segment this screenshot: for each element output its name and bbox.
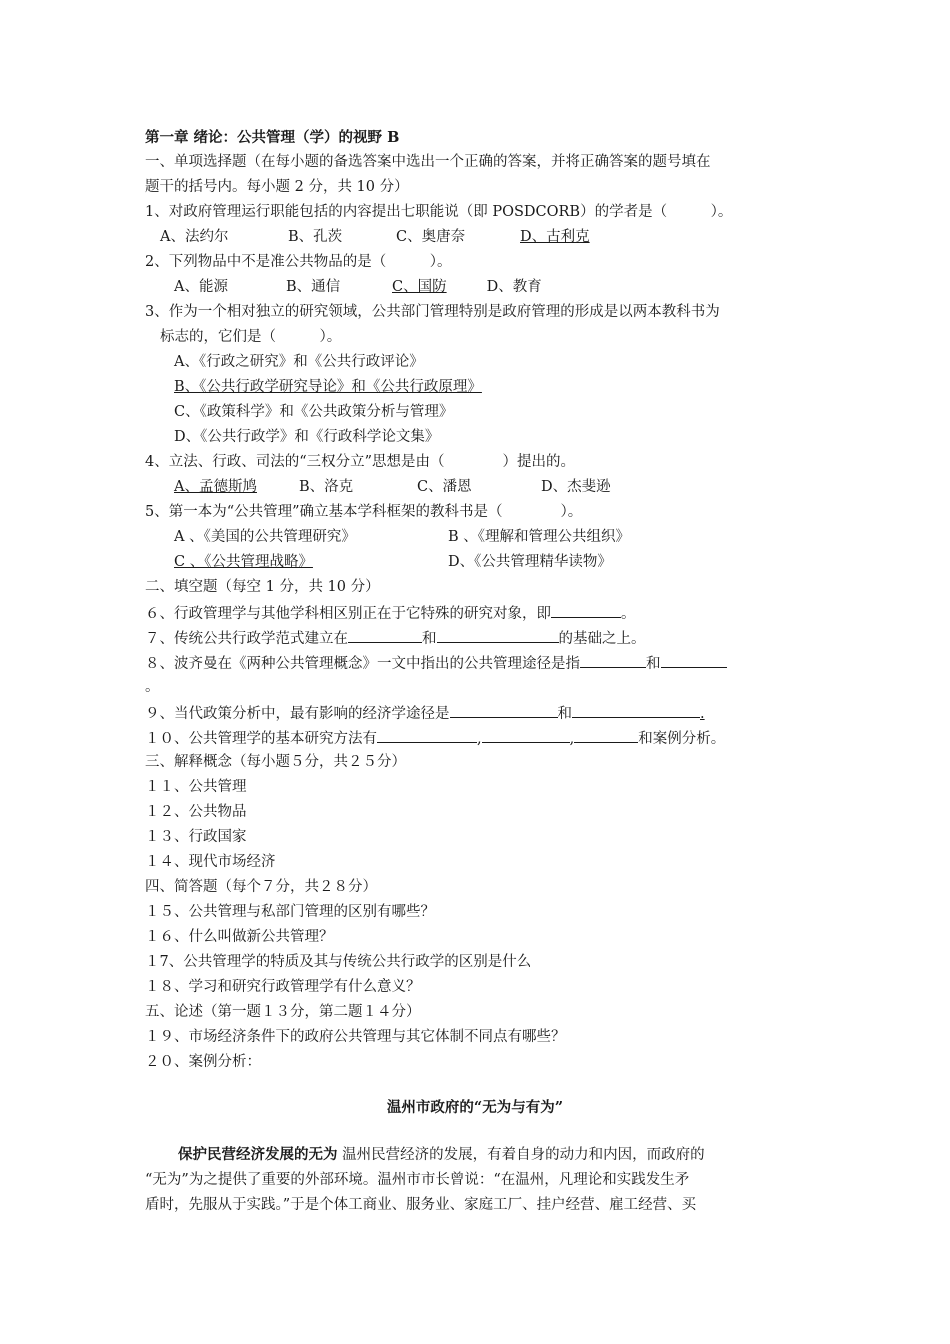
question-3-option-a: A、《行政之研究》和《公共行政评论》	[174, 354, 424, 370]
option-c: C、奥唐奈	[396, 229, 466, 245]
fill-blank	[572, 702, 700, 718]
fill-blank	[580, 652, 646, 668]
option-c-answer: C、国防	[392, 279, 447, 295]
case-lead: 保护民营经济发展的无为	[178, 1146, 338, 1163]
separator: ,	[569, 731, 575, 747]
question-9	[145, 702, 705, 724]
short-answer-item: １８、学习和研究行政管理学有什么意义？	[145, 979, 421, 995]
case-paragraph-line1	[178, 1145, 705, 1165]
fill-blank	[348, 627, 422, 643]
section-1-heading: 一、单项选择题（在每小题的备选答案中选出一个正确的答案，并将正确答案的题号填在	[145, 154, 711, 170]
question-5-options-row1	[174, 527, 630, 547]
essay-item: ２０、案例分析：	[145, 1054, 261, 1070]
question-1: 1、对政府管理运行职能包括的内容提出七职能说（即 POSDCORB）的学者是（ ）。	[145, 204, 733, 220]
section-3-heading: 三、解释概念（每小题５分，共２５分）	[145, 754, 406, 770]
case-text: 温州民营经济的发展，有着自身的动力和内因，而政府的	[342, 1147, 705, 1163]
short-answer-item: １7、公共管理学的特质及其与传统公共行政学的区别是什么	[145, 954, 532, 970]
question-6-text: ６、行政管理学与其他学科相区别正在于它特殊的研究对象，即	[145, 606, 551, 622]
option-a-answer: A、孟德斯鸠	[174, 479, 257, 495]
question-5-options-row2	[174, 552, 612, 572]
question-10	[145, 727, 725, 749]
question-10-end: 和案例分析。	[638, 731, 726, 747]
question-6	[145, 602, 636, 624]
question-2: 2、下列物品中不是准公共物品的是（ ）。	[145, 254, 452, 270]
section-4-heading: 四、简答题（每个７分，共２８分）	[145, 879, 377, 895]
option-b: B、孔茨	[288, 229, 343, 245]
question-3-cont: 标志的，它们是（ ）。	[160, 329, 342, 345]
option-d: D、《公共管理精华读物》	[448, 554, 612, 570]
question-7-text: ７、传统公共行政学范式建立在	[145, 631, 348, 647]
section-5-heading: 五、论述（第一题１３分，第二题１４分）	[145, 1004, 421, 1020]
question-2-options	[174, 277, 542, 297]
section-2-heading: 二、填空题（每空 1 分，共 10 分）	[145, 579, 380, 595]
question-10-text: １０、公共管理学的基本研究方法有	[145, 731, 377, 747]
option-b: B、通信	[286, 279, 341, 295]
case-paragraph-line2: “无为”为之提供了重要的外部环境。温州市市长曾说：“在温州，凡理论和实践发生矛	[145, 1172, 690, 1188]
question-9-and: 和	[557, 706, 572, 722]
question-3-option-b-answer: B、《公共行政学研究导论》和《公共行政原理》	[174, 379, 482, 395]
option-c: C、潘恩	[416, 479, 472, 495]
question-5: 5、第一本为“公共管理”确立基本学科框架的教科书是（ ）。	[145, 504, 583, 520]
short-answer-item: １５、公共管理与私部门管理的区别有哪些？	[145, 904, 435, 920]
question-4-options	[174, 477, 611, 497]
option-a: A 、《美国的公共管理研究》	[174, 529, 356, 545]
option-a: A、能源	[174, 279, 228, 295]
essay-item: １９、市场经济条件下的政府公共管理与其它体制不同点有哪些？	[145, 1029, 566, 1045]
option-b: B 、《理解和管理公共组织》	[448, 529, 631, 545]
option-d: D、教育	[486, 279, 542, 295]
case-title: 温州市政府的“无为与有为”	[386, 1099, 564, 1116]
question-8-text: ８、波齐曼在《两种公共管理概念》一文中指出的公共管理途径是指	[145, 656, 580, 672]
option-d-answer: D、古利克	[520, 229, 590, 245]
question-8-end: 。	[145, 679, 160, 695]
question-6-end: 。	[621, 606, 636, 622]
question-9-text: ９、当代政策分析中，最有影响的经济学途径是	[145, 706, 450, 722]
question-3-option-d: D、《公共行政学》和《行政科学论文集》	[174, 429, 440, 445]
fill-blank	[377, 727, 477, 743]
concept-item: １３、行政国家	[145, 829, 247, 845]
question-8	[145, 652, 727, 674]
question-9-end: .	[700, 706, 705, 722]
concept-item: １１、公共管理	[145, 779, 247, 795]
section-1-heading-cont: 题干的括号内。每小题 2 分，共 10 分）	[145, 179, 409, 195]
separator: ,	[477, 731, 482, 747]
concept-item: １２、公共物品	[145, 804, 247, 820]
fill-blank	[551, 602, 621, 618]
concept-item: １４、现代市场经济	[145, 854, 276, 870]
option-a: A、法约尔	[160, 229, 229, 245]
question-7-and: 和	[422, 631, 437, 647]
fill-blank	[482, 727, 570, 743]
case-paragraph-line3: 盾时，先服从于实践。”于是个体工商业、服务业、家庭工厂、挂户经营、雇工经营、买	[145, 1197, 697, 1213]
question-7	[145, 627, 646, 649]
option-d: D、杰斐逊	[540, 479, 611, 495]
fill-blank	[661, 652, 727, 668]
question-4: 4、立法、行政、司法的“三权分立”思想是由（ ）提出的。	[145, 454, 576, 470]
chapter-title: 第一章 绪论：公共管理（学）的视野 B	[145, 129, 400, 146]
fill-blank	[574, 727, 638, 743]
question-7-end: 的基础之上。	[558, 631, 646, 647]
short-answer-item: １６、什么叫做新公共管理？	[145, 929, 334, 945]
fill-blank	[450, 702, 558, 718]
option-c-answer: C 、《公共管理战略》	[174, 554, 313, 570]
question-8-and: 和	[646, 656, 661, 672]
fill-blank	[437, 627, 559, 643]
question-3-option-c: C、《政策科学》和《公共政策分析与管理》	[174, 404, 454, 420]
question-1-options	[160, 227, 590, 247]
option-b: B、洛克	[298, 479, 354, 495]
question-3: 3、作为一个相对独立的研究领域，公共部门管理特别是政府管理的形成是以两本教科书为	[145, 304, 720, 320]
